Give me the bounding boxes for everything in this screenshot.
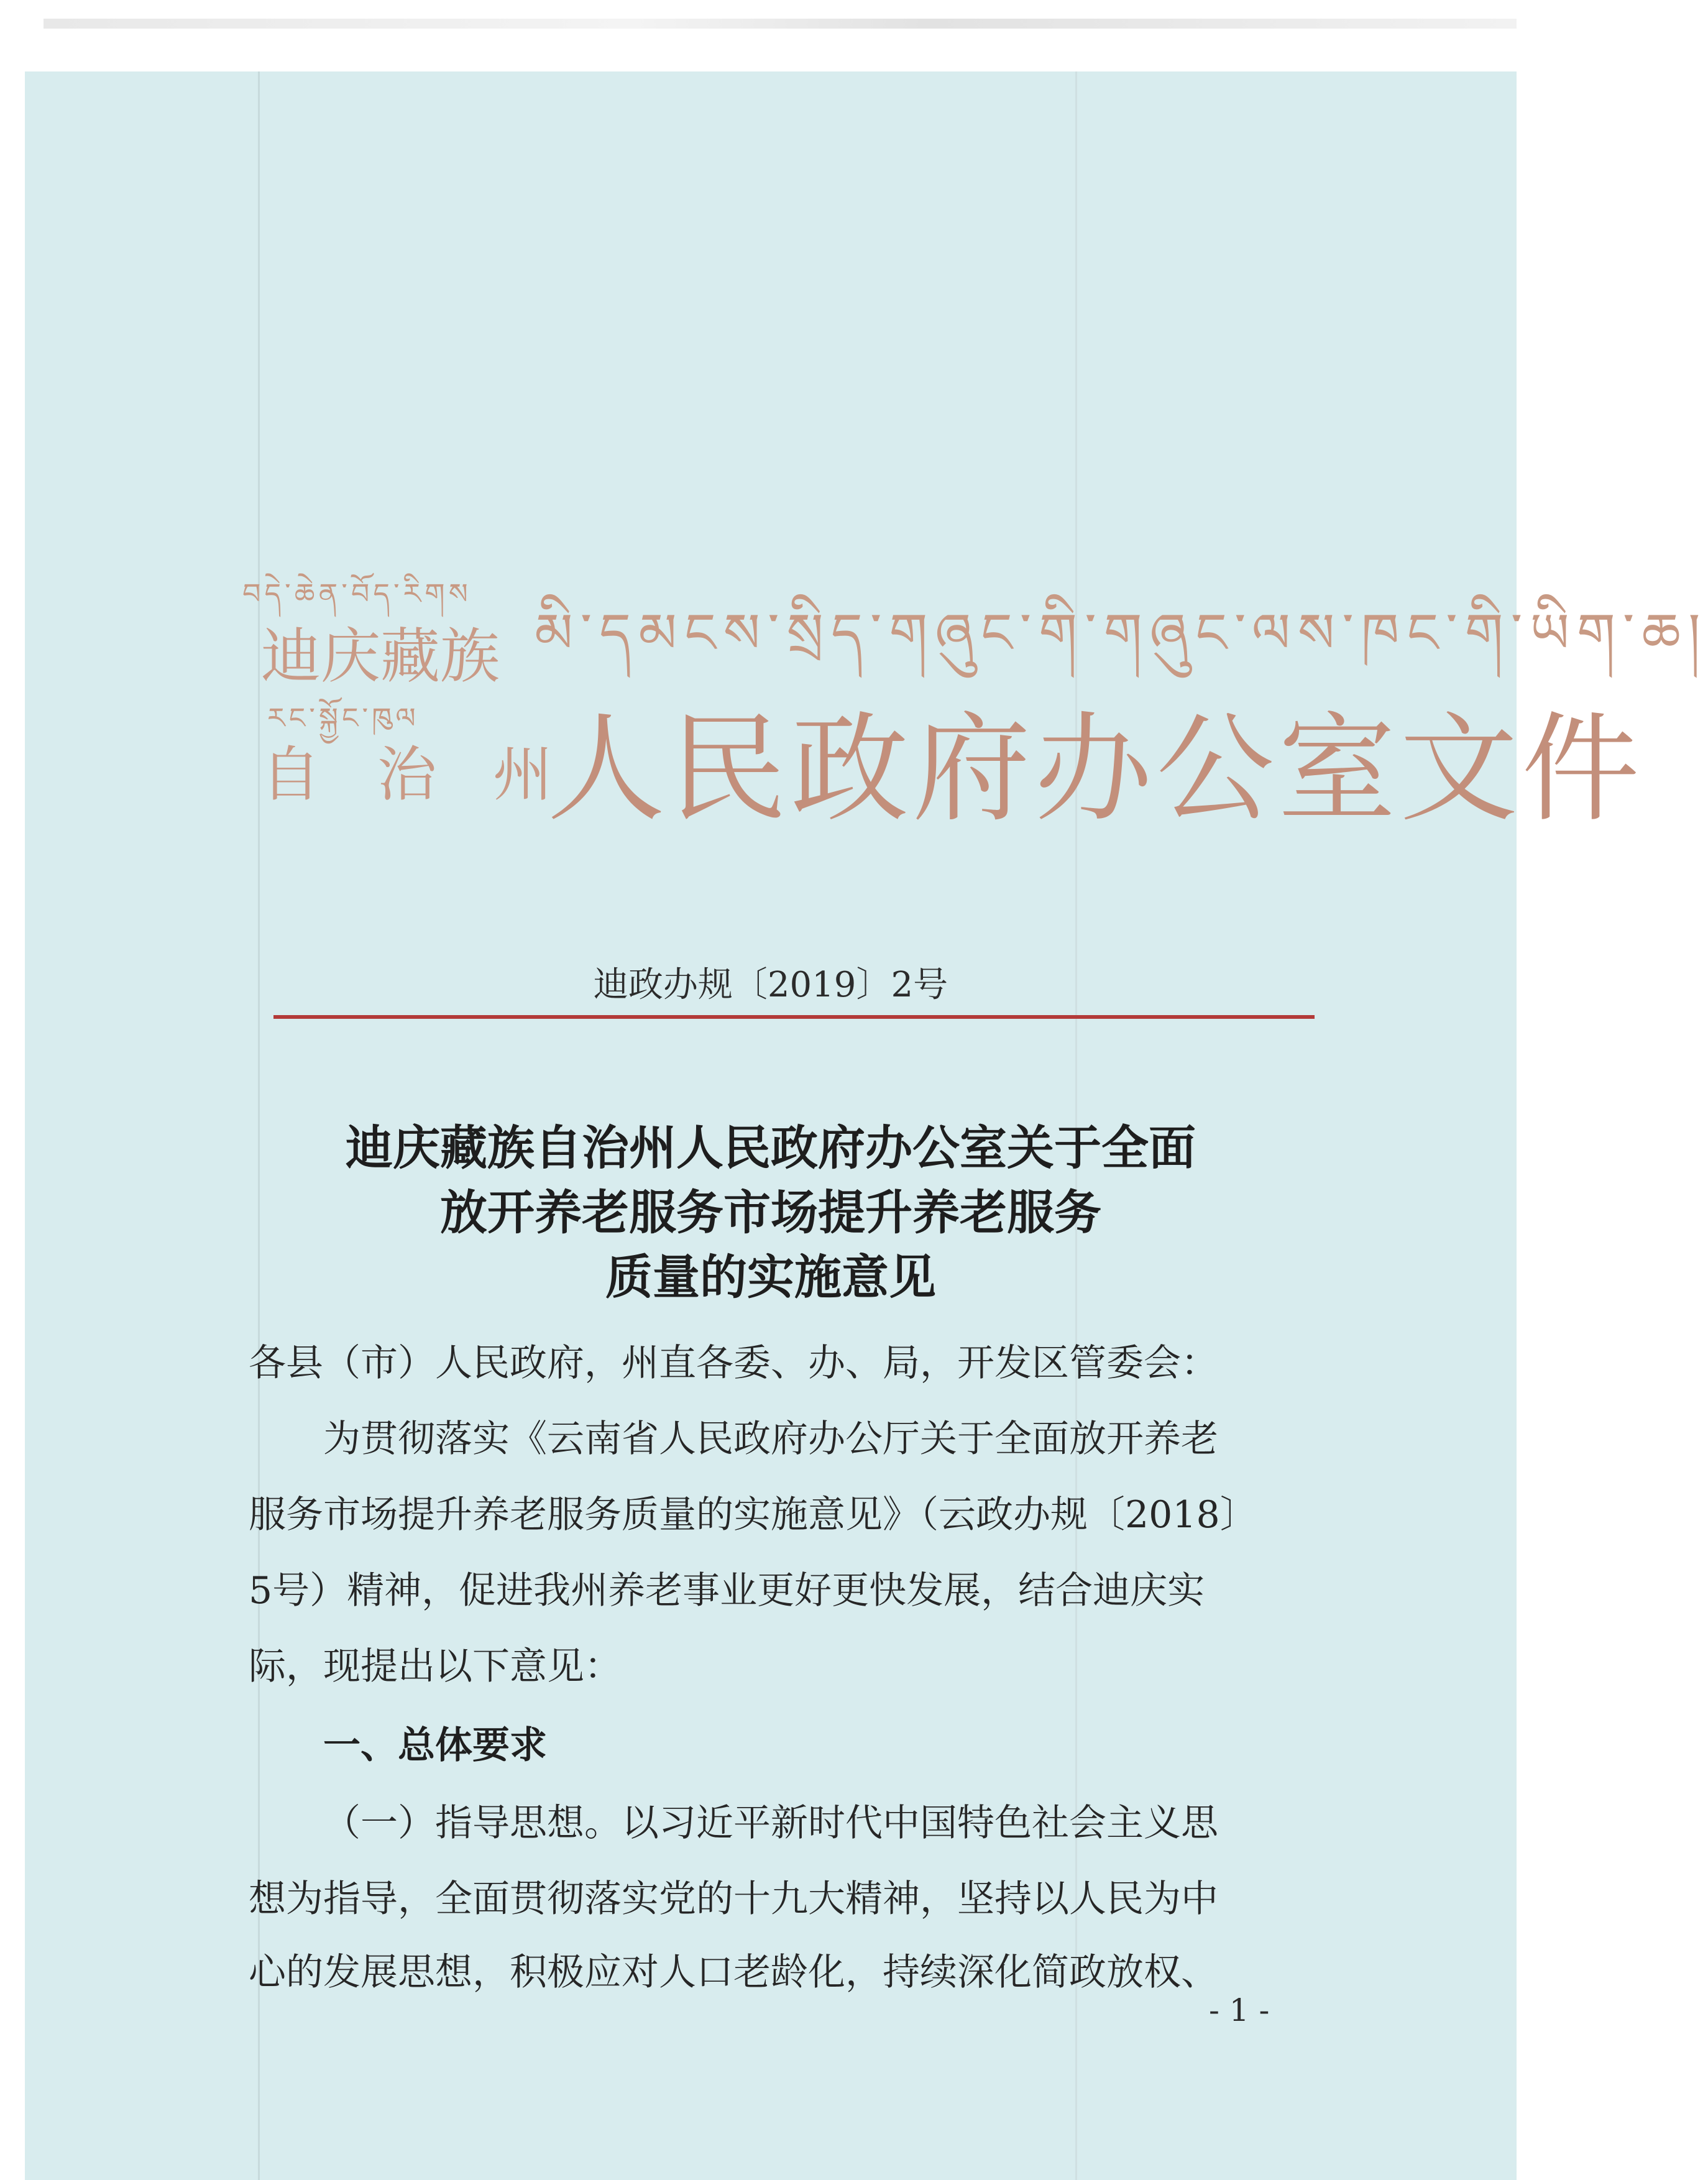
document-title xyxy=(0,1116,1541,1310)
paragraph-line: 想为指导，全面贯彻落实党的十九大精神，坚持以人民为中 xyxy=(249,1877,1218,1921)
header-tibetan-title: མི་དམངས་སྲིད་གཞུང་གི་གཞུང་ལས་ཁང་གི་ཡིག་ཆ། xyxy=(535,601,1708,665)
page-number: - 1 - xyxy=(1209,1992,1270,2028)
header-prefecture-name-bottom: 自 治 州 xyxy=(261,740,572,809)
title-line: 放开养老服务市场提升养老服务 xyxy=(440,1185,1101,1240)
header-tibetan-prefecture-bottom: རང་སྐྱོང་ཁུལ xyxy=(267,701,420,735)
paragraph-line: 5号）精神，促进我州养老事业更好更快发展，结合迪庆实 xyxy=(249,1569,1205,1612)
salutation: 各县（市）人民政府，州直各委、办、局，开发区管委会： xyxy=(249,1341,1218,1385)
section-heading: 一、总体要求 xyxy=(323,1724,547,1767)
header-tibetan-prefecture-top: བདེ་ཆེན་བོད་རིགས xyxy=(242,577,472,610)
paragraph-line: 服务市场提升养老服务质量的实施意见》（云政办规〔2018〕 xyxy=(249,1493,1257,1537)
paragraph-line: 心的发展思想，积极应对人口老龄化，持续深化简政放权、 xyxy=(249,1951,1218,1994)
header-prefecture-name-top: 迪庆藏族 xyxy=(261,622,500,691)
title-line: 迪庆藏族自治州人民政府办公室关于全面 xyxy=(346,1120,1196,1175)
scan-edge xyxy=(44,19,1517,29)
paragraph-line: （一）指导思想。以习近平新时代中国特色社会主义思 xyxy=(323,1801,1218,1845)
document-number: 迪政办规〔2019〕2号 xyxy=(593,965,948,1005)
title-line: 质量的实施意见 xyxy=(605,1249,936,1305)
paragraph-line: 际，现提出以下意见： xyxy=(249,1645,622,1688)
header-office-document-title: 人民政府办公室文件 xyxy=(547,701,1644,838)
paragraph-line: 为贯彻落实《云南省人民政府办公厅关于全面放开养老 xyxy=(323,1417,1218,1461)
red-divider xyxy=(273,1015,1315,1019)
